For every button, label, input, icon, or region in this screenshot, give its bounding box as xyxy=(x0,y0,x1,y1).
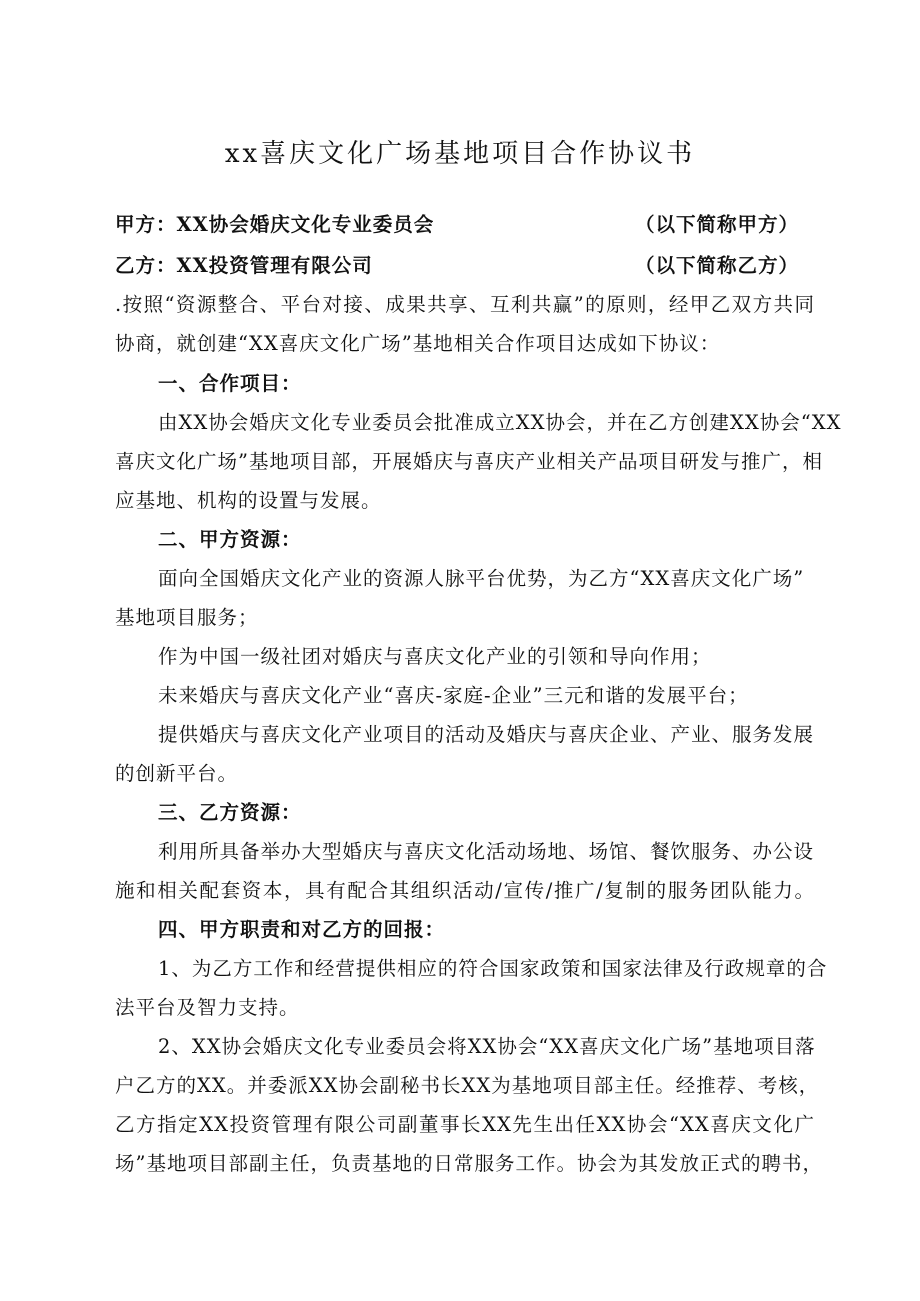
paragraph-line: 喜庆文化广场”基地项目部，开展婚庆与喜庆产业相关产品项目研发与推广，相 xyxy=(115,450,823,473)
paragraph-line: 的创新平台。 xyxy=(115,762,239,785)
section-heading: 二、甲方资源： xyxy=(158,528,302,551)
paragraph-line: 未来婚庆与喜庆文化产业“喜庆-家庭-企业”三元和谐的发展平台； xyxy=(158,684,749,707)
party-a-label: 甲方：XX协会婚庆文化专业委员会 xyxy=(115,213,435,236)
paragraph-line: 作为中国一级社团对婚庆与喜庆文化产业的引领和导向作用； xyxy=(158,645,712,668)
party-b-line xyxy=(115,253,815,279)
party-a-alias: （以下简称甲方） xyxy=(635,213,800,236)
paragraph-line: 由XX协会婚庆文化专业委员会批准成立XX协会，并在乙方创建XX协会“XX xyxy=(158,411,842,434)
party-a-line xyxy=(115,212,815,238)
paragraph-line: 乙方指定XX投资管理有限公司副董事长XX先生出任XX协会“XX喜庆文化广 xyxy=(115,1113,815,1136)
paragraph-line: 法平台及智力支持。 xyxy=(115,996,300,1019)
paragraph-line: 提供婚庆与喜庆文化产业项目的活动及婚庆与喜庆企业、产业、服务发展 xyxy=(158,723,815,746)
party-b-label: 乙方：XX投资管理有限公司 xyxy=(115,254,373,277)
paragraph-line: 施和相关配套资本，具有配合其组织活动/宣传/推广/复制的服务团队能力。 xyxy=(115,879,815,902)
section-heading: 三、乙方资源： xyxy=(158,801,302,824)
section-heading: 一、合作项目： xyxy=(158,372,302,395)
paragraph-line: 2、XX协会婚庆文化专业委员会将XX协会“XX喜庆文化广场”基地项目落 xyxy=(158,1035,816,1058)
paragraph-line: 场”基地项目部副主任，负责基地的日常服务工作。协会为其发放正式的聘书， xyxy=(115,1152,823,1175)
paragraph-line: 面向全国婚庆文化产业的资源人脉平台优势，为乙方“XX喜庆文化广场” xyxy=(158,567,805,590)
section-heading: 四、甲方职责和对乙方的回报： xyxy=(158,918,446,941)
party-b-alias: （以下简称乙方） xyxy=(635,254,800,277)
paragraph-line: 应基地、机构的设置与发展。 xyxy=(115,489,382,512)
paragraph-line: 利用所具备举办大型婚庆与喜庆文化活动场地、场馆、餐饮服务、办公设 xyxy=(158,840,815,863)
paragraph-line: 协商，就创建“XX喜庆文化广场”基地相关合作项目达成如下协议： xyxy=(115,332,721,355)
document-title: xx喜庆文化广场基地项目合作协议书 xyxy=(224,139,696,169)
paragraph-line: .按照“资源整合、平台对接、成果共享、互利共赢”的原则，经甲乙双方共同 xyxy=(115,293,815,316)
paragraph-line: 户乙方的XX。并委派XX协会副秘书长XX为基地项目部主任。经推荐、考核， xyxy=(115,1074,820,1097)
paragraph-line: 基地项目服务； xyxy=(115,606,259,629)
paragraph-line: 1、为乙方工作和经营提供相应的符合国家政策和国家法律及行政规章的合 xyxy=(158,957,828,980)
